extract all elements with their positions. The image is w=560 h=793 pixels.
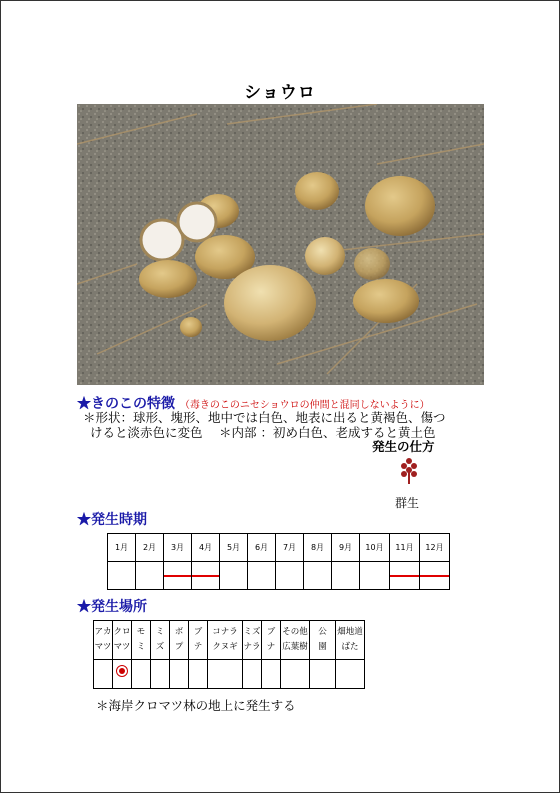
- month-cell: 8月: [304, 534, 332, 562]
- season-cell: [220, 562, 248, 590]
- double-circle-icon: [116, 665, 128, 677]
- season-cell: [248, 562, 276, 590]
- season-heading: [77, 509, 147, 529]
- season-cell: [192, 562, 220, 590]
- habitat-cell: クロ マツ: [113, 621, 132, 660]
- season-table: [107, 533, 450, 590]
- season-cell: [304, 562, 332, 590]
- habitat-table: [93, 620, 365, 689]
- season-mark: [390, 575, 419, 577]
- season-marks-row: [108, 562, 450, 590]
- habitat-mark-cell: [113, 660, 132, 689]
- month-cell: 6月: [248, 534, 276, 562]
- features-heading-text: きのこの特徴: [91, 396, 175, 412]
- features-note: （毒きのこのニセショウロの仲間と混同しないように）: [179, 400, 430, 411]
- season-cell: [420, 562, 450, 590]
- months-header-row: [108, 534, 450, 562]
- habitat-heading: [77, 596, 147, 616]
- features-line-1: ＊形状：球形、塊形、地中では白色、地表に出ると黄褐色、傷つ: [83, 410, 446, 425]
- month-cell: 11月: [390, 534, 420, 562]
- habitat-cell: 畑地道 ばた: [336, 621, 365, 660]
- month-cell: 12月: [420, 534, 450, 562]
- cluster-mushrooms-icon: [400, 458, 418, 484]
- features-body: [83, 410, 493, 440]
- season-mark: [420, 575, 449, 577]
- season-heading-text: 発生時期: [91, 512, 147, 528]
- habitat-cell: モ ミ: [132, 621, 151, 660]
- season-mark: [164, 575, 191, 577]
- month-cell: 2月: [136, 534, 164, 562]
- habitat-mark-cell: [208, 660, 243, 689]
- habitat-mark-cell: [170, 660, 189, 689]
- star-icon: ★: [77, 512, 91, 528]
- habitat-cell: コナラ クヌギ: [208, 621, 243, 660]
- habitat-mark-cell: [189, 660, 208, 689]
- habitat-mark-cell: [281, 660, 310, 689]
- month-cell: 3月: [164, 534, 192, 562]
- season-cell: [108, 562, 136, 590]
- habitat-cell: ボ プ: [170, 621, 189, 660]
- occurrence-value: 群生: [395, 496, 420, 510]
- season-cell: [276, 562, 304, 590]
- habitat-mark-cell: [243, 660, 262, 689]
- habitat-mark-cell: [310, 660, 336, 689]
- star-icon: ★: [77, 396, 91, 412]
- habitat-mark-cell: [132, 660, 151, 689]
- habitat-cell: ブ テ: [189, 621, 208, 660]
- habitat-mark-cell: [262, 660, 281, 689]
- month-cell: 4月: [192, 534, 220, 562]
- habitat-mark-cell: [151, 660, 170, 689]
- page-title: ショウロ: [244, 83, 316, 103]
- month-cell: 9月: [332, 534, 360, 562]
- season-cell: [164, 562, 192, 590]
- month-cell: 5月: [220, 534, 248, 562]
- month-cell: 1月: [108, 534, 136, 562]
- habitat-cell: その他 広葉樹: [281, 621, 310, 660]
- habitat-mark-cell: [336, 660, 365, 689]
- season-cell: [390, 562, 420, 590]
- habitat-cell: ミ ズ: [151, 621, 170, 660]
- mushroom-photo: [77, 104, 484, 385]
- season-cell: [136, 562, 164, 590]
- habitat-cell: ミズ ナラ: [243, 621, 262, 660]
- month-cell: 7月: [276, 534, 304, 562]
- features-line-2: けると淡赤色に変色 ＊内部 ：初め白色、老成すると黄土色: [90, 425, 436, 440]
- habitat-cell: ブ ナ: [262, 621, 281, 660]
- habitat-footnote: ＊海岸クロマツ林の地上に発生する: [96, 698, 296, 713]
- habitat-marks-row: [94, 660, 365, 689]
- habitat-mark-cell: [94, 660, 113, 689]
- habitat-cell: アカ マツ: [94, 621, 113, 660]
- habitat-header-row: [94, 621, 365, 660]
- month-cell: 10月: [360, 534, 390, 562]
- occurrence-label: 発生の仕方: [372, 439, 435, 454]
- habitat-cell: 公 園: [310, 621, 336, 660]
- season-cell: [332, 562, 360, 590]
- season-mark: [192, 575, 219, 577]
- habitat-heading-text: 発生場所: [91, 599, 147, 615]
- star-icon: ★: [77, 599, 91, 615]
- season-cell: [360, 562, 390, 590]
